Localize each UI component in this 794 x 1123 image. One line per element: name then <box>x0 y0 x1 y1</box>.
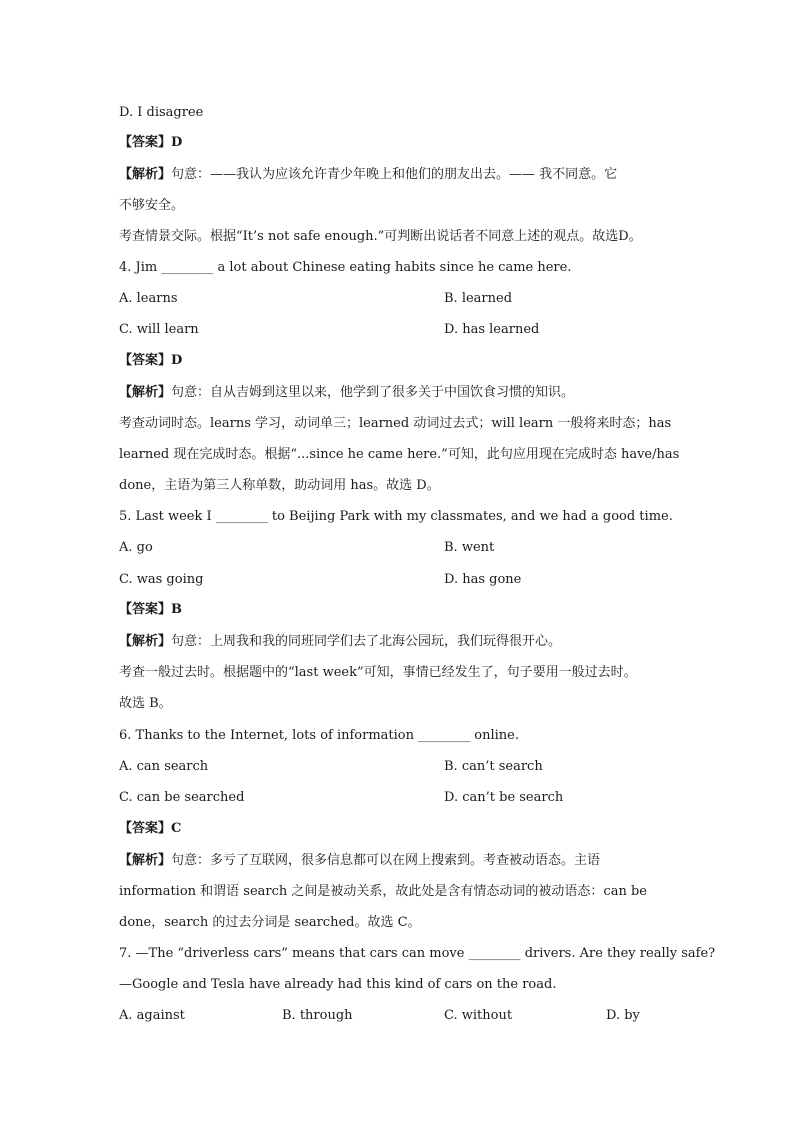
answer-label: 【答案】D <box>119 353 183 368</box>
option-d: D. by <box>606 1008 640 1023</box>
option-d: D. I disagree <box>119 105 204 120</box>
analysis-label: 【解析】 <box>119 853 172 868</box>
analysis-line <box>119 633 674 651</box>
question-stem: —Google and Tesla have already had this kind of cars on the road. <box>119 977 557 992</box>
option-c: C. will learn <box>119 322 199 337</box>
analysis-line: 故选 B。 <box>119 696 172 711</box>
answer-label: 【答案】D <box>119 135 183 150</box>
analysis-text: 句意：——我认为应该允许青少年晚上和他们的朋友出去。—— 我不同意。它 <box>171 167 618 182</box>
analysis-text: 句意：上周我和我的同班同学们去了北海公园玩，我们玩得很开心。 <box>171 634 562 649</box>
option-c: C. without <box>444 1008 513 1023</box>
option-b: B. learned <box>444 291 513 306</box>
option-d: D. can’t be search <box>444 790 564 805</box>
analysis-line: 考查情景交际。根据“It’s not safe enough.”可判断出说话者不同意上述的观点。故选D。 <box>119 229 642 244</box>
analysis-label: 【解析】 <box>119 385 172 400</box>
option-a: A. can search <box>119 759 209 774</box>
analysis-line: 考查一般过去时。根据题中的“last week”可知，事情已经发生了，句子要用一般过去时。 <box>119 665 637 680</box>
option-d: D. has learned <box>444 322 540 337</box>
option-b: B. through <box>282 1008 353 1023</box>
option-d: D. has gone <box>444 572 522 587</box>
analysis-text: 句意：自从吉姆到这里以来，他学到了很多关于中国饮食习惯的知识。 <box>171 385 575 400</box>
question-stem: 4. Jim ________ a lot about Chinese eating habits since he came here. <box>119 260 572 275</box>
analysis-label: 【解析】 <box>119 634 172 649</box>
answer-label: 【答案】B <box>119 602 182 617</box>
analysis-line: 考查动词时态。learns 学习，动词单三；learned 动词过去式；will learn 一般将来时态；has <box>119 416 672 431</box>
option-a: A. against <box>119 1008 185 1023</box>
option-c: C. can be searched <box>119 790 245 805</box>
analysis-line: learned 现在完成时态。根据“...since he came here.”可知，此句应用现在完成时态 have/has <box>119 447 680 462</box>
question-stem: 5. Last week I ________ to Beijing Park with my classmates, and we had a good time. <box>119 509 673 524</box>
question-stem: 7. —The “driverless cars” means that cars can move ________ drivers. Are they really safe? <box>119 946 716 961</box>
analysis-line: done，主语为第三人称单数，助动词用 has。故选 D。 <box>119 478 440 493</box>
analysis-line: information 和谓语 search 之间是被动关系，故此处是含有情态动词的被动语态：can be <box>119 884 647 899</box>
option-b: B. can’t search <box>444 759 543 774</box>
analysis-text: 句意：多亏了互联网，很多信息都可以在网上搜索到。考查被动语态。主语 <box>171 853 601 868</box>
analysis-label: 【解析】 <box>119 167 172 182</box>
option-b: B. went <box>444 540 495 555</box>
analysis-line <box>119 852 674 870</box>
option-c: C. was going <box>119 572 204 587</box>
option-a: A. go <box>119 540 153 555</box>
option-a: A. learns <box>119 291 178 306</box>
analysis-line <box>119 166 674 184</box>
question-stem: 6. Thanks to the Internet, lots of information ________ online. <box>119 728 519 743</box>
analysis-line: 不够安全。 <box>119 198 185 213</box>
answer-label: 【答案】C <box>119 821 182 836</box>
analysis-line <box>119 384 674 402</box>
analysis-line: done，search 的过去分词是 searched。故选 C。 <box>119 915 421 930</box>
